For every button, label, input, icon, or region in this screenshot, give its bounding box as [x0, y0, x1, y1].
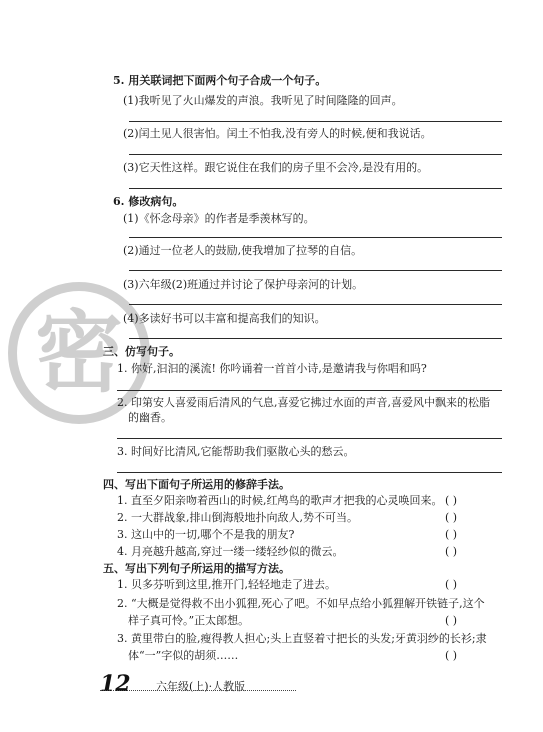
q5-item-3: (3)它天性这样。跟它说住在我们的房子里不会冷,是没有用的。: [123, 161, 429, 174]
s3-item-2-line1: 2. 印第安人喜爱雨后清风的气息,喜爱它拂过水面的声音,喜爱风中飘来的松脂: [117, 396, 490, 409]
s4-item-4: 4. 月亮越升越高,穿过一缕一缕轻纱似的微云。: [117, 545, 344, 558]
answer-line[interactable]: [129, 304, 502, 305]
s5-item-1: 1. 贝多芬听到这里,推开门,轻轻地走了进去。: [117, 578, 336, 591]
s5-item-2-line1: 2. “大概是觉得救不出小狐狸,死心了吧。不如早点给小狐狸解开铁链子,这个: [117, 597, 485, 610]
answer-line[interactable]: [129, 237, 502, 238]
section3-title: 三、仿写句子。: [103, 345, 180, 358]
s5-item-3-line1: 3. 黄里带白的脸,瘦得教人担心;头上直竖着寸把长的头发;牙黄羽纱的长衫;隶: [117, 632, 487, 645]
answer-line[interactable]: [129, 121, 502, 122]
q6-item-4: (4)多读好书可以丰富和提高我们的知识。: [123, 312, 326, 325]
q6-item-3: (3)六年级(2)班通过并讨论了保护母亲河的计划。: [123, 278, 364, 291]
s5-item-3-line2: 体“一”字似的胡须……: [128, 649, 239, 662]
answer-line[interactable]: [129, 270, 502, 271]
answer-blank[interactable]: ( ): [445, 511, 458, 524]
answer-blank[interactable]: ( ): [445, 649, 458, 662]
q5-title: 5. 用关联词把下面两个句子合成一个句子。: [113, 74, 327, 87]
page-number: 12: [100, 671, 131, 697]
q5-item-2: (2)闰土见人很害怕。闰土不怕我,没有旁人的时候,便和我说话。: [123, 127, 432, 140]
book-title: 六年级(上)·人教版: [156, 680, 246, 693]
q6-item-2: (2)通过一位老人的鼓励,使我增加了拉琴的自信。: [123, 244, 363, 257]
answer-line[interactable]: [129, 338, 502, 339]
s3-item-1: 1. 你好,汩汩的溪流! 你吟诵着一首首小诗,是邀请我与你唱和吗?: [117, 362, 427, 375]
q5-item-1: (1)我听见了火山爆发的声浪。我听见了时间隆隆的回声。: [123, 94, 403, 107]
answer-blank[interactable]: ( ): [445, 614, 458, 627]
section4-title: 四、写出下面句子所运用的修辞手法。: [103, 478, 290, 491]
answer-line[interactable]: [117, 390, 502, 391]
s5-item-2-line2: 样子真可怜。”正太郎想。: [128, 614, 250, 627]
q6-title: 6. 修改病句。: [113, 195, 184, 208]
s4-item-1: 1. 直至夕阳亲吻着西山的时候,红鸬鸟的歌声才把我的心灵唤回来。: [117, 494, 443, 507]
q6-item-1: (1)《怀念母亲》的作者是季羡林写的。: [123, 212, 315, 225]
s4-item-2: 2. 一大群战象,排山倒海般地扑向敌人,势不可当。: [117, 511, 358, 524]
answer-line[interactable]: [129, 154, 502, 155]
answer-blank[interactable]: ( ): [445, 578, 458, 591]
s3-item-2-line2: 的幽香。: [128, 411, 172, 424]
answer-blank[interactable]: ( ): [445, 494, 458, 507]
confidential-stamp: 密: [8, 282, 150, 424]
answer-line[interactable]: [117, 438, 502, 439]
section5-title: 五、写出下列句子所运用的描写方法。: [103, 562, 290, 575]
s4-item-3: 3. 这山中的一切,哪个不是我的朋友?: [117, 528, 295, 541]
answer-blank[interactable]: ( ): [445, 545, 458, 558]
footer-divider: [100, 690, 296, 691]
s3-item-3: 3. 时间好比清风,它能帮助我们驱散心头的愁云。: [117, 445, 355, 458]
answer-line[interactable]: [117, 472, 502, 473]
answer-line[interactable]: [129, 188, 502, 189]
answer-blank[interactable]: ( ): [445, 528, 458, 541]
